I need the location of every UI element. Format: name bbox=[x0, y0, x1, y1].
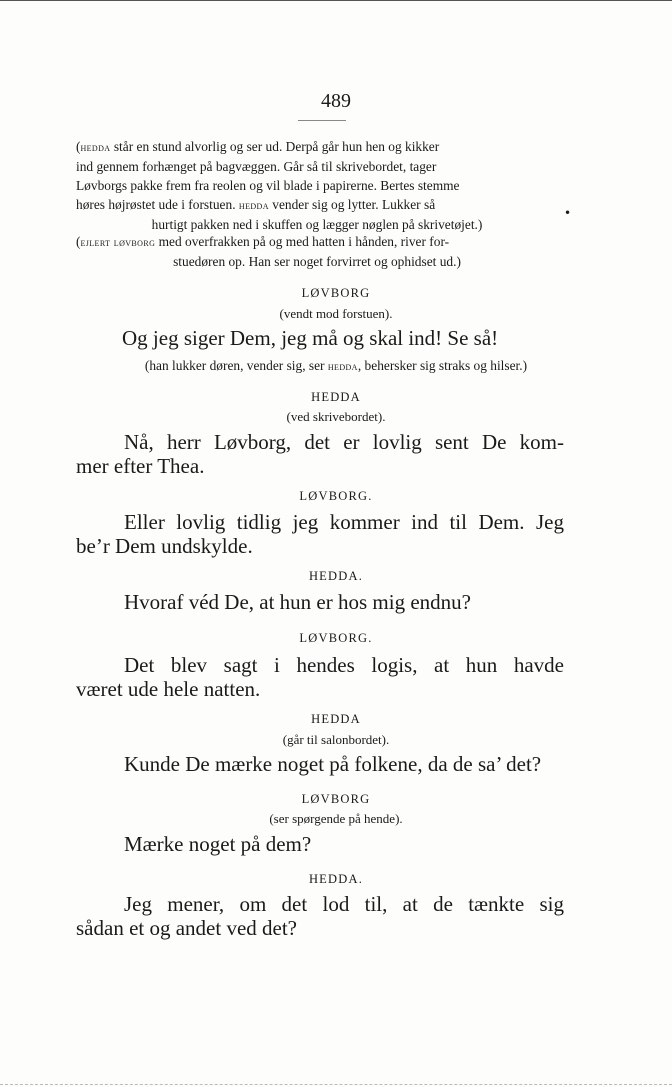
dialogue-line: Og jeg siger Dem, jeg må og skal ind! Se så! bbox=[122, 326, 499, 350]
speaker-heading: LØVBORG bbox=[301, 286, 371, 300]
dialogue-line: Jeg mener, om det lod til, at de tænkte sig bbox=[124, 892, 564, 916]
speaker-heading: HEDDA. bbox=[308, 569, 364, 583]
dialogue-line: Eller lovlig tidlig jeg kommer ind til Dem. Jeg bbox=[124, 510, 564, 534]
margin-dot: • bbox=[564, 206, 572, 220]
speaker-direction: (ved skrivebordet). bbox=[286, 409, 386, 424]
dialogue-line: mer efter Thea. bbox=[76, 454, 205, 478]
speaker-heading: HEDDA. bbox=[308, 872, 364, 886]
page-number-rule bbox=[298, 120, 346, 121]
stage-speaker: ejlert løvborg bbox=[80, 235, 156, 249]
speaker-direction: (ser spørgende på hende). bbox=[269, 811, 403, 826]
dialogue-line: Mærke noget på dem? bbox=[124, 832, 312, 856]
speaker-heading: HEDDA bbox=[311, 712, 361, 726]
dialogue-line: Nå, herr Løvborg, det er lovlig sent De kom- bbox=[124, 430, 564, 454]
stage-direction-1: (hedda står en stund alvorlig og ser ud. Derpå går hun hen og kikker ind gennem forhænget på bagvæggen. Går så til skrivebordet, tager Løvborgs pakke frem fra reolen og vil blade i papirerne. Bertes stemme høres højrøstet ude i forstuen. hedda vender sig og lytter. Lukker så hurtigt pakken ned i skuffen og lægger nøglen på skrivetøjet.) bbox=[76, 139, 483, 232]
speaker-direction: (går til salonbordet). bbox=[282, 732, 390, 747]
speaker-direction: (vendt mod forstuen). bbox=[279, 306, 393, 321]
speaker-heading: LØVBORG bbox=[301, 792, 371, 806]
dialogue-line: Det blev sagt i hendes logis, at hun havde bbox=[124, 653, 564, 677]
dialogue-line: Hvoraf véd De, at hun er hos mig endnu? bbox=[124, 590, 471, 614]
dialogue-line: be’r Dem undskylde. bbox=[76, 534, 253, 558]
speaker-heading: LØVBORG. bbox=[299, 631, 373, 645]
dialogue-line: været ude hele natten. bbox=[76, 677, 261, 701]
stage-speaker-inline: hedda bbox=[238, 198, 269, 212]
page-number: 489 bbox=[321, 90, 351, 112]
dialogue-line: Kunde De mærke noget på folkene, da de sa’ det? bbox=[124, 752, 542, 776]
stage-line: (han lukker døren, vender sig, ser hedda, behersker sig straks og hilser.) bbox=[144, 358, 528, 373]
scan-bottom-edge bbox=[0, 1084, 672, 1085]
stage-speaker: hedda bbox=[80, 140, 111, 154]
speaker-heading: LØVBORG. bbox=[299, 489, 373, 503]
stage-direction-2: (ejlert løvborg med overfrakken på og med hatten i hånden, river for- stuedøren op. Han ser noget forvirret og ophidset ud.) bbox=[76, 234, 461, 269]
dialogue-line: sådan et og andet ved det? bbox=[76, 916, 297, 940]
scan-top-edge bbox=[0, 0, 672, 1]
speaker-heading: HEDDA bbox=[311, 390, 361, 404]
